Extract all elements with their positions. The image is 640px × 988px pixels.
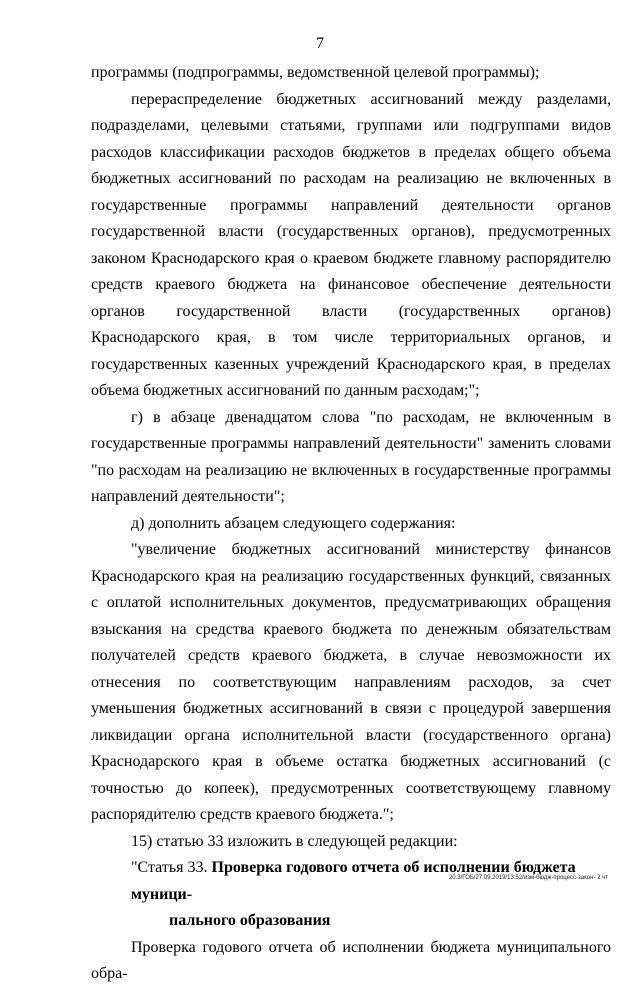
paragraph-continuation: программы (подпрограммы, ведомственной целевой программы); [91, 64, 540, 81]
document-body [91, 60, 611, 988]
article-number: "Статья 33. [131, 859, 208, 876]
paragraph-article-body: Проверка годового отчета об исполнении бюджета муниципального обра- [91, 938, 611, 982]
article-title-line2: пального образования [169, 912, 331, 929]
paragraph-item-d: д) дополнить абзацем следующего содержания: [131, 514, 456, 532]
paragraph-item-g: г) в абзаце двенадцатом слова "по расходам, не включенным в государственные программы направлений деятельности" заменить словами "по расходам на реализацию не включенных в государственные программы направлений деятельности"; [91, 408, 611, 505]
paragraph-quoted-addition: "увеличение бюджетных ассигнований министерству финансов Краснодарского края на реализацию государственных функций, связанных с оплатой исполнительных документов, предусматривающих обращения взыскания на средства краевого бюджета по денежным обязательствам получателей средств краевого бюджета, в случае невозможности их отнесения по соответствующим направлениям расходов, за счет уменьшения бюджетных ассигнований в связи с процедурой завершения ликвидации органа исполнительной власти (государственного органа) Краснодарского края в объеме остатка бюджетных ассигнований (с точностью до копеек), предусмотренных соответствующему главному распорядителю средств краевого бюджета."; [91, 541, 611, 823]
article-title-line1: Проверка годового отчета об исполнении бюджета муници- [131, 859, 576, 903]
article-heading [91, 855, 611, 935]
footer-code: 20.3/ГОБ/27.09.2019/13:52/изм-бюдж-процесс-закон- 2 чт [448, 875, 608, 881]
page-number: 7 [316, 35, 324, 52]
paragraph-redistribution: перераспределение бюджетных ассигнований между разделами, подразделами, целевыми статьями, группами или подгруппами видов расходов классификации расходов бюджетов в пределах общего объема бюджетных ассигнований по расходам на реализацию не включенных в государственные программы направлений деятельности органов государственной власти (государственных органов), предусмотренных законом Краснодарского края о краевом бюджете главному распорядителю средств краевого бюджета на финансовое обеспечение деятельности органов государственной власти (государственных органов) Краснодарского края, в том числе территориальных органов, и государственных казенных учреждений Краснодарского края, в пределах объема бюджетных ассигнований по данным расходам;"; [91, 90, 611, 399]
paragraph-item-15: 15) статью 33 изложить в следующей редакции: [131, 832, 458, 850]
